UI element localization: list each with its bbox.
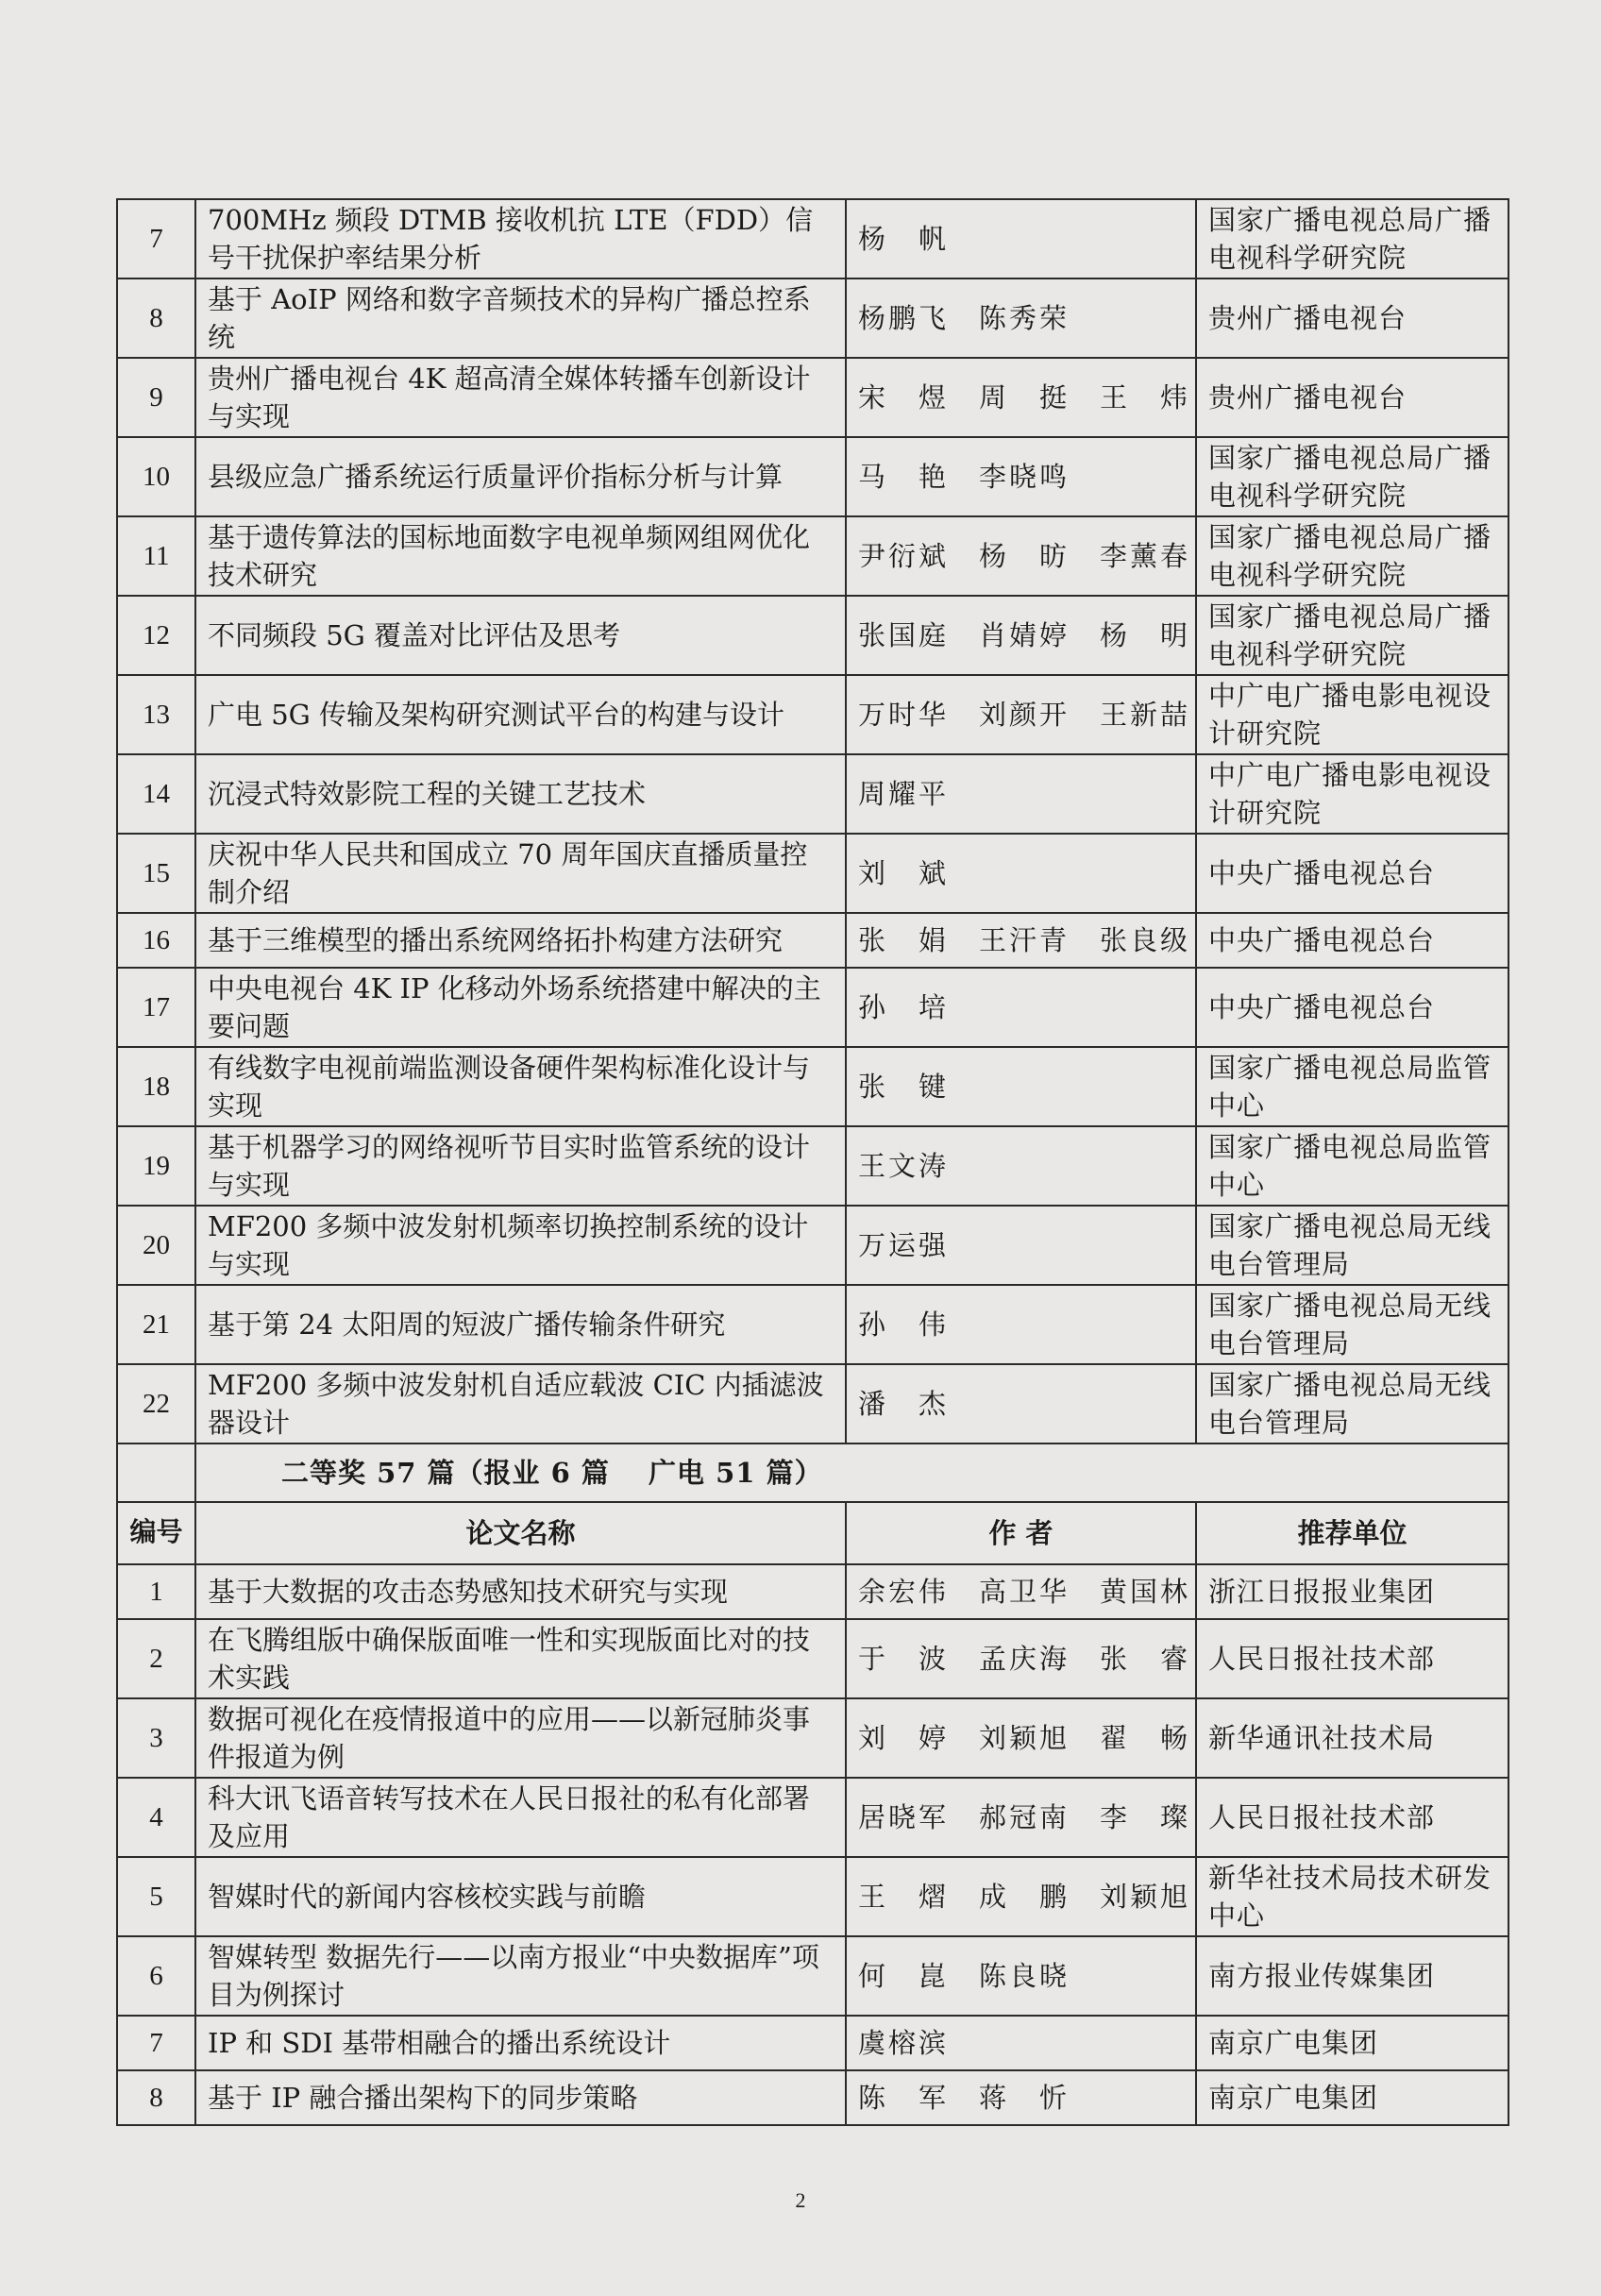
paper-title: 中央电视台 4K IP 化移动外场系统搭建中解决的主要问题 xyxy=(195,968,846,1047)
recommending-unit: 新华社技术局技术研发中心 xyxy=(1196,1857,1508,1936)
recommending-unit: 国家广播电视总局监管中心 xyxy=(1196,1126,1508,1206)
table-row xyxy=(117,1564,1508,1619)
recommending-unit: 国家广播电视总局广播电视科学研究院 xyxy=(1196,199,1508,279)
recommending-unit: 贵州广播电视台 xyxy=(1196,358,1508,437)
row-number: 14 xyxy=(117,754,195,834)
paper-title: 基于大数据的攻击态势感知技术研究与实现 xyxy=(195,1564,846,1619)
row-number: 13 xyxy=(117,675,195,754)
award-table-body xyxy=(117,199,1508,2125)
row-number: 18 xyxy=(117,1047,195,1126)
table-row xyxy=(117,1364,1508,1443)
table-row xyxy=(117,834,1508,913)
paper-authors: 何 崑 陈良晓 xyxy=(846,1936,1196,2016)
table-row xyxy=(117,1698,1508,1778)
table-row xyxy=(117,2070,1508,2125)
paper-authors: 尹衍斌 杨 昉 李薰春 xyxy=(846,516,1196,596)
award-table xyxy=(116,198,1509,2126)
paper-authors: 王文涛 xyxy=(846,1126,1196,1206)
recommending-unit: 人民日报社技术部 xyxy=(1196,1619,1508,1698)
row-number: 6 xyxy=(117,1936,195,2016)
recommending-unit: 中央广播电视总台 xyxy=(1196,913,1508,968)
table-row xyxy=(117,1857,1508,1936)
paper-authors: 刘 婷 刘颖旭 翟 畅 xyxy=(846,1698,1196,1778)
paper-authors: 余宏伟 高卫华 黄国林 xyxy=(846,1564,1196,1619)
row-number: 3 xyxy=(117,1698,195,1778)
table-row xyxy=(117,279,1508,358)
row-number: 17 xyxy=(117,968,195,1047)
recommending-unit: 国家广播电视总局无线电台管理局 xyxy=(1196,1364,1508,1443)
paper-authors: 孙 伟 xyxy=(846,1285,1196,1364)
paper-authors: 杨 帆 xyxy=(846,199,1196,279)
paper-title: MF200 多频中波发射机自适应载波 CIC 内插滤波器设计 xyxy=(195,1364,846,1443)
paper-authors: 周耀平 xyxy=(846,754,1196,834)
paper-title: 数据可视化在疫情报道中的应用——以新冠肺炎事件报道为例 xyxy=(195,1698,846,1778)
header-unit: 推荐单位 xyxy=(1196,1502,1508,1564)
recommending-unit: 中央广播电视总台 xyxy=(1196,968,1508,1047)
paper-title: 基于第 24 太阳周的短波广播传输条件研究 xyxy=(195,1285,846,1364)
table-row xyxy=(117,358,1508,437)
recommending-unit: 贵州广播电视台 xyxy=(1196,279,1508,358)
table-row xyxy=(117,2016,1508,2070)
table-row xyxy=(117,1936,1508,2016)
paper-title: 有线数字电视前端监测设备硬件架构标准化设计与实现 xyxy=(195,1047,846,1126)
table-row xyxy=(117,754,1508,834)
recommending-unit: 南京广电集团 xyxy=(1196,2016,1508,2070)
paper-authors: 潘 杰 xyxy=(846,1364,1196,1443)
paper-authors: 孙 培 xyxy=(846,968,1196,1047)
row-number: 1 xyxy=(117,1564,195,1619)
paper-authors: 于 波 孟庆海 张 睿 xyxy=(846,1619,1196,1698)
paper-authors: 虞榕滨 xyxy=(846,2016,1196,2070)
row-number: 22 xyxy=(117,1364,195,1443)
paper-title: 基于遗传算法的国标地面数字电视单频网组网优化技术研究 xyxy=(195,516,846,596)
recommending-unit: 浙江日报报业集团 xyxy=(1196,1564,1508,1619)
row-number: 19 xyxy=(117,1126,195,1206)
paper-title: MF200 多频中波发射机频率切换控制系统的设计与实现 xyxy=(195,1206,846,1285)
table-row xyxy=(117,437,1508,516)
table-header-row xyxy=(117,1502,1508,1564)
row-number: 4 xyxy=(117,1778,195,1857)
recommending-unit: 国家广播电视总局广播电视科学研究院 xyxy=(1196,516,1508,596)
row-number: 2 xyxy=(117,1619,195,1698)
table-row xyxy=(117,1619,1508,1698)
recommending-unit: 国家广播电视总局广播电视科学研究院 xyxy=(1196,596,1508,675)
table-row xyxy=(117,1047,1508,1126)
row-number: 21 xyxy=(117,1285,195,1364)
table-row xyxy=(117,1126,1508,1206)
paper-title: 智媒转型 数据先行——以南方报业“中央数据库”项目为例探讨 xyxy=(195,1936,846,2016)
paper-authors: 张 娟 王汗青 张良级 xyxy=(846,913,1196,968)
recommending-unit: 南方报业传媒集团 xyxy=(1196,1936,1508,2016)
paper-authors: 刘 斌 xyxy=(846,834,1196,913)
paper-authors: 居晓军 郝冠南 李 璨 xyxy=(846,1778,1196,1857)
paper-authors: 万时华 刘颜开 王新喆 xyxy=(846,675,1196,754)
row-number: 8 xyxy=(117,279,195,358)
second-prize-heading: 二等奖 57 篇（报业 6 篇 广电 51 篇） xyxy=(195,1443,1508,1502)
header-title: 论文名称 xyxy=(195,1502,846,1564)
recommending-unit: 中央广播电视总台 xyxy=(1196,834,1508,913)
paper-title: IP 和 SDI 基带相融合的播出系统设计 xyxy=(195,2016,846,2070)
paper-title: 科大讯飞语音转写技术在人民日报社的私有化部署及应用 xyxy=(195,1778,846,1857)
table-row xyxy=(117,1285,1508,1364)
paper-title: 庆祝中华人民共和国成立 70 周年国庆直播质量控制介绍 xyxy=(195,834,846,913)
paper-title: 在飞腾组版中确保版面唯一性和实现版面比对的技术实践 xyxy=(195,1619,846,1698)
table-row xyxy=(117,199,1508,279)
row-number: 5 xyxy=(117,1857,195,1936)
recommending-unit: 国家广播电视总局监管中心 xyxy=(1196,1047,1508,1126)
paper-title: 基于机器学习的网络视听节目实时监管系统的设计与实现 xyxy=(195,1126,846,1206)
table-row xyxy=(117,675,1508,754)
row-number: 16 xyxy=(117,913,195,968)
row-number: 9 xyxy=(117,358,195,437)
paper-title: 基于三维模型的播出系统网络拓扑构建方法研究 xyxy=(195,913,846,968)
table-row xyxy=(117,516,1508,596)
paper-title: 不同频段 5G 覆盖对比评估及思考 xyxy=(195,596,846,675)
paper-title: 广电 5G 传输及架构研究测试平台的构建与设计 xyxy=(195,675,846,754)
recommending-unit: 国家广播电视总局无线电台管理局 xyxy=(1196,1206,1508,1285)
table-row xyxy=(117,596,1508,675)
paper-authors: 张 键 xyxy=(846,1047,1196,1126)
row-number: 15 xyxy=(117,834,195,913)
table-row xyxy=(117,1206,1508,1285)
header-authors: 作 者 xyxy=(846,1502,1196,1564)
paper-title: 智媒时代的新闻内容核校实践与前瞻 xyxy=(195,1857,846,1936)
recommending-unit: 国家广播电视总局无线电台管理局 xyxy=(1196,1285,1508,1364)
recommending-unit: 中广电广播电影电视设计研究院 xyxy=(1196,675,1508,754)
row-number: 7 xyxy=(117,2016,195,2070)
section-heading-row xyxy=(117,1443,1508,1502)
recommending-unit: 中广电广播电影电视设计研究院 xyxy=(1196,754,1508,834)
recommending-unit: 南京广电集团 xyxy=(1196,2070,1508,2125)
row-number: 8 xyxy=(117,2070,195,2125)
row-number: 20 xyxy=(117,1206,195,1285)
table-row xyxy=(117,1778,1508,1857)
page-number: 2 xyxy=(795,2188,806,2212)
paper-title: 基于 IP 融合播出架构下的同步策略 xyxy=(195,2070,846,2125)
paper-authors: 杨鹏飞 陈秀荣 xyxy=(846,279,1196,358)
header-number: 编号 xyxy=(117,1502,195,1564)
paper-authors: 王 熠 成 鹏 刘颖旭 xyxy=(846,1857,1196,1936)
paper-authors: 张国庭 肖婧婷 杨 明 xyxy=(846,596,1196,675)
paper-authors: 马 艳 李晓鸣 xyxy=(846,437,1196,516)
row-number: 10 xyxy=(117,437,195,516)
table-row xyxy=(117,968,1508,1047)
paper-title: 贵州广播电视台 4K 超高清全媒体转播车创新设计与实现 xyxy=(195,358,846,437)
recommending-unit: 新华通讯社技术局 xyxy=(1196,1698,1508,1778)
paper-authors: 万运强 xyxy=(846,1206,1196,1285)
paper-title: 700MHz 频段 DTMB 接收机抗 LTE（FDD）信号干扰保护率结果分析 xyxy=(195,199,846,279)
row-number: 12 xyxy=(117,596,195,675)
table-row xyxy=(117,913,1508,968)
paper-title: 县级应急广播系统运行质量评价指标分析与计算 xyxy=(195,437,846,516)
paper-title: 沉浸式特效影院工程的关键工艺技术 xyxy=(195,754,846,834)
paper-authors: 宋 煜 周 挺 王 炜 xyxy=(846,358,1196,437)
recommending-unit: 国家广播电视总局广播电视科学研究院 xyxy=(1196,437,1508,516)
paper-title: 基于 AoIP 网络和数字音频技术的异构广播总控系统 xyxy=(195,279,846,358)
paper-authors: 陈 军 蒋 忻 xyxy=(846,2070,1196,2125)
recommending-unit: 人民日报社技术部 xyxy=(1196,1778,1508,1857)
row-number: 11 xyxy=(117,516,195,596)
row-number: 7 xyxy=(117,199,195,279)
